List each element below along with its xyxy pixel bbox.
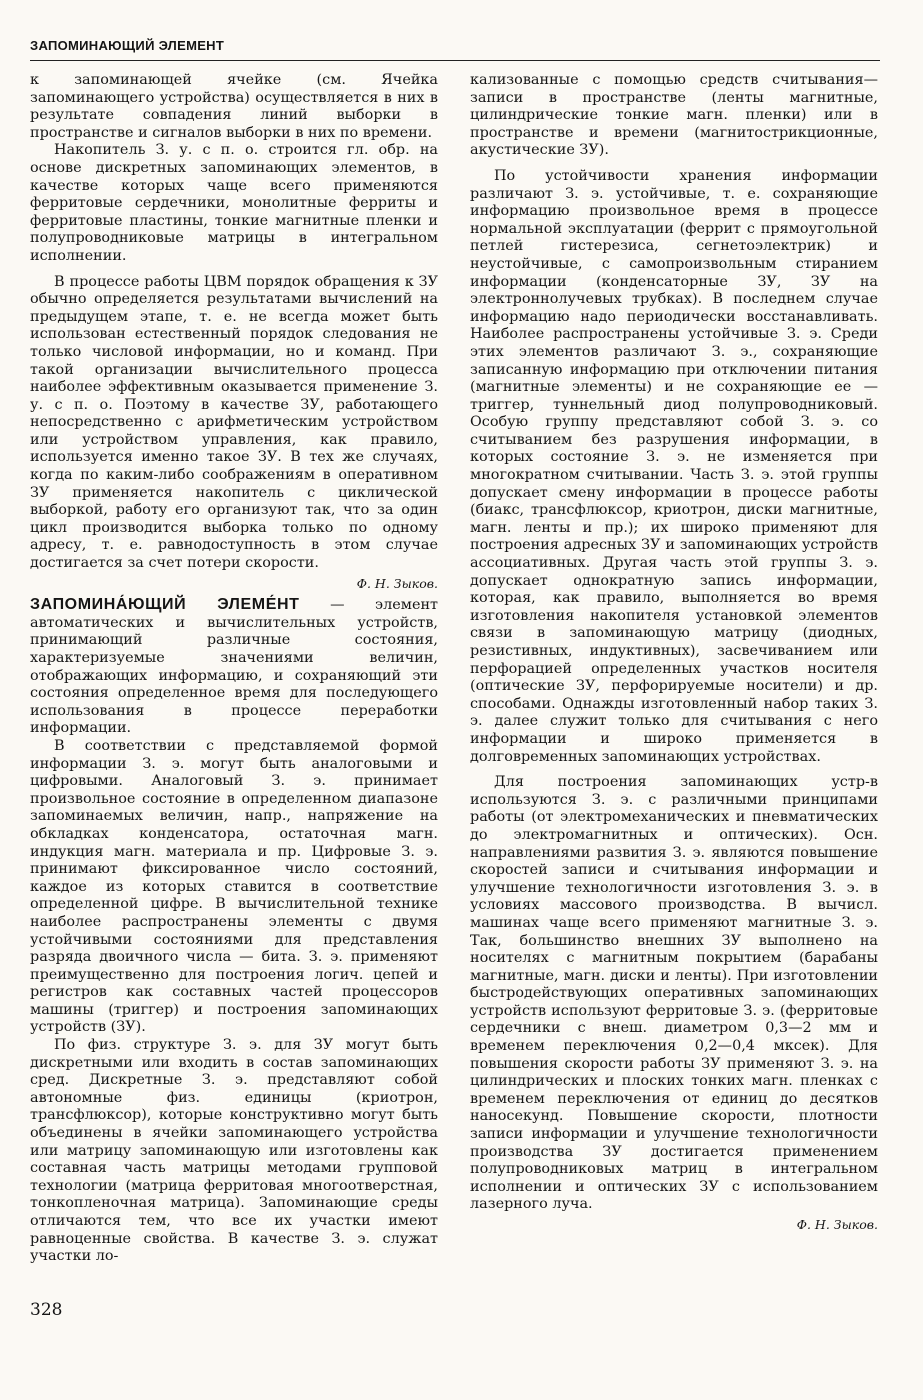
left-column [30,72,438,1266]
entry-title: ЗАПОМИНА́ЮЩИЙ ЭЛЕМЕ́НТ [30,596,300,614]
header-rule [30,60,880,61]
entry-definition: — элемент автоматических и вычислительных устройств, принимающий различные состояния, характеризуемые значениями величин, отображающих информацию, и сохраняющий эти состояния определенное время для последующего использования в процессе переработки информации. [30,597,439,737]
entry-paragraph [30,596,438,738]
running-header: ЗАПОМИНАЮЩИЙ ЭЛЕМЕНТ [30,38,225,53]
paragraph: В процессе работы ЦВМ порядок обращения к ЗУ обычно определяется результатами вычислений на предыдущем этапе, т. е. не всегда может быть использован естественный порядок следования не только числовой информации, но и команд. При такой организации вычислительного процесса наиболее эффективным оказывается применение З. у. с п. о. Поэтому в качестве ЗУ, работающего непосредственно с арифметическим устройством или устройством управления, как правило, используется именно такое ЗУ. В тех же случаях, когда по каким-либо соображениям в оперативном ЗУ применяется накопитель с циклической выборкой, работу его организуют так, что за один цикл производится выборка только по одному адресу, т. е. равнодоступность в этом случае достигается за счет потери скорости. [30,273,438,572]
paragraph: Для построения запоминающих устр-в используются З. э. с различными принципами работы (от электромеханических и пневматических до электромагнитных и оптических). Осн. направлениями развития З. э. являются повышение скоростей записи и считывания информации и улучшение технологичности изготовления З. э. в условиях массового производства. В вычисл. машинах чаще всего применяют магнитные З. э. Так, большинство внешних ЗУ выполнено на носителях с магнитным покрытием (барабаны магнитные, магн. диски и ленты). При изготовлении быстродействующих оперативных запоминающих устройств используют ферритовые З. э. (ферритовые сердечники с внеш. диаметром 0,3—2 мм и временем переключения 0,2—0,4 мксек). Для повышения скорости работы ЗУ применяют З. э. на цилиндрических и плоских тонких магн. пленках с временем переключения от единиц до десятков наносекунд. Повышение скорости, плотности записи информации и улучшение технологичности производства ЗУ достигается применением полупроводниковых матриц в интегральном исполнении и оптических ЗУ с использованием лазерного луча. [470,774,878,1213]
paragraph: По физ. структуре З. э. для ЗУ могут быть дискретными или входить в состав запоминающих сред. Дискретные З. э. представляют собой автономные физ. единицы (криотрон, трансфлюксор), которые конструктивно могут быть объединены в ячейки запоминающего устройства или матрицу запоминающую или изготовлены как составная часть матрицы методами групповой технологии (матрица ферритовая многоотверстная, тонкопленочная матрица). Запоминающие среды отличаются тем, что все их участки имеют равноценные свойства. В качестве З. э. служат участки ло- [30,1037,438,1265]
paragraph: Накопитель З. у. с п. о. строится гл. обр. на основе дискретных запоминающих элементов, в качестве которых чаще всего применяются ферритовые сердечники, монолитные ферриты и ферритовые пластины, тонкие магнитные пленки и полупроводниковые матрицы в интегральном исполнении. [30,142,438,264]
author-signature: Ф. Н. Зыков. [356,575,438,591]
paragraph: В соответствии с представляемой формой информации З. э. могут быть аналоговыми и цифровыми. Аналоговый З. э. принимает произвольное состояние в определенном диапазоне запоминаемых величин, напр., напряжение на обкладках конденсатора, остаточная магн. индукция магн. материала и пр. Цифровые З. э. принимают фиксированное число состояний, каждое из которых ставится в соответствие определенной цифре. В вычислительной технике наиболее распространены элементы с двумя устойчивыми состояниями для представления разряда двоичного числа — бита. З. э. применяют преимущественно для построения логич. цепей и регистров как составных частей процессоров машины (триггер) и построения запоминающих устройств (ЗУ). [30,737,438,1036]
author-signature: Ф. Н. Зыков. [796,1217,878,1232]
page-number: 328 [30,1300,63,1320]
paragraph: кализованные с помощью средств считывания— записи в пространстве (ленты магнитные, цилиндрические тонкие магн. пленки) или в пространстве и времени (магнитострикционные, акустические ЗУ). [470,72,878,159]
right-column [470,72,878,1238]
paragraph: По устойчивости хранения информации различают З. э. устойчивые, т. е. сохраняющие информацию произвольное время в процессе нормальной эксплуатации (феррит с прямоугольной петлей гистерезиса, сегнетоэлектрик) и неустойчивые, с самопроизвольным стиранием информации (конденсаторные ЗУ, ЗУ на электроннолучевых трубках). В последнем случае информацию надо периодически восстанавливать. Наиболее распространены устойчивые З. э. Среди этих элементов различают З. э., сохраняющие записанную информацию при отключении питания (магнитные элементы) и не сохраняющие ее — триггер, туннельный диод полупроводниковый. Особую группу представляют собой З. э. со считыванием без разрушения информации, в которых состояние З. э. не изменяется при многократном считывании. Часть З. э. этой группы допускает смену информации в процессе работы (биакс, трансфлюксор, криотрон, диски магнитные, магн. ленты и пр.); их широко применяют для построения адресных ЗУ и запоминающих устройств ассоциативных. Другая часть этой группы З. э. допускает однократную запись информации, которая, как правило, выполняется во время изготовления накопителя установкой элементов связи в запоминающую матрицу (диодных, резистивных, индуктивных), засвечиванием или перфорацией определенных участков носителя (оптические ЗУ, перфорируемые носители) и др. способами. Однажды изготовленный набор таких З. э. далее служит только для считывания с него информации и широко применяется в долговременных запоминающих устройствах. [470,167,878,765]
paragraph: к запоминающей ячейке (см. Ячейка запоминающего устройства) осуществляется в них в результате совпадения линий выборки в пространстве и сигналов выборки в них по времени. [30,72,438,141]
